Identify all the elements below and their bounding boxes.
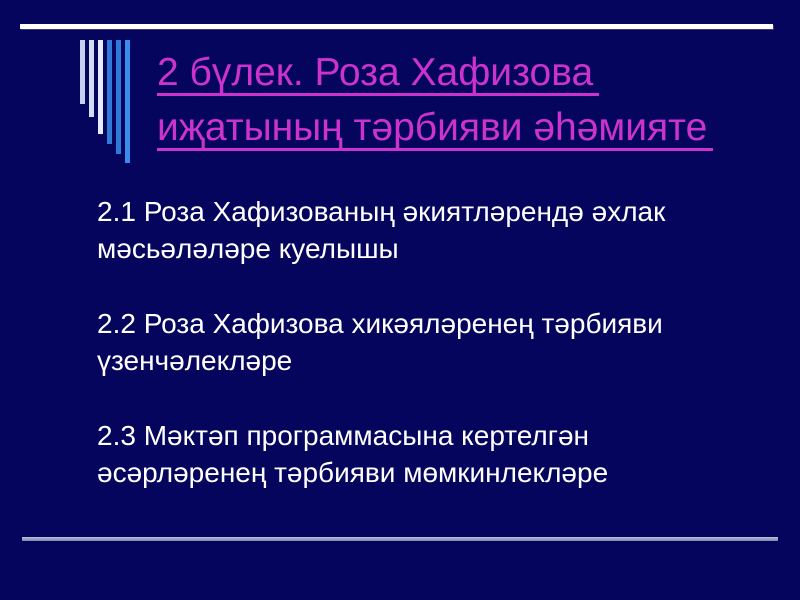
body-item-2-1	[97, 193, 757, 267]
body-item-2-3-line-1: 2.3 Мәктәп программасына кертелгән	[97, 420, 590, 451]
body-item-2-1-line-2: мәсьәләләре куелышы	[97, 233, 399, 264]
body-item-2-2-line-1: 2.2 Роза Хафизова хикәяләренең тәрбияви	[97, 308, 663, 339]
title-line-1: 2 бүлек. Роза Хафизова	[157, 53, 599, 96]
stripe-bar	[125, 40, 130, 163]
body-item-2-3	[97, 417, 757, 491]
body-item-2-2	[97, 305, 757, 379]
stripe-bar	[98, 40, 103, 134]
stripe-bar	[116, 40, 121, 154]
stripe-bar	[89, 40, 94, 117]
body-item-2-3-line-2: әсәрләренең тәрбияви мөмкинлекләре	[97, 457, 609, 488]
body-item-2-1-line-1: 2.1 Роза Хафизованың әкиятләрендә әхлак	[97, 196, 666, 227]
stripes-ornament	[80, 40, 130, 163]
top-rule	[20, 24, 773, 29]
stripe-bar	[80, 40, 85, 104]
stripe-bar	[107, 40, 112, 144]
title-line-2: иҗатының тәрбияви әһәмияте	[157, 108, 713, 151]
slide-title	[157, 51, 767, 161]
bottom-rule	[22, 537, 778, 541]
slide-body	[97, 193, 757, 529]
body-item-2-2-line-2: үзенчәлекләре	[97, 345, 293, 376]
